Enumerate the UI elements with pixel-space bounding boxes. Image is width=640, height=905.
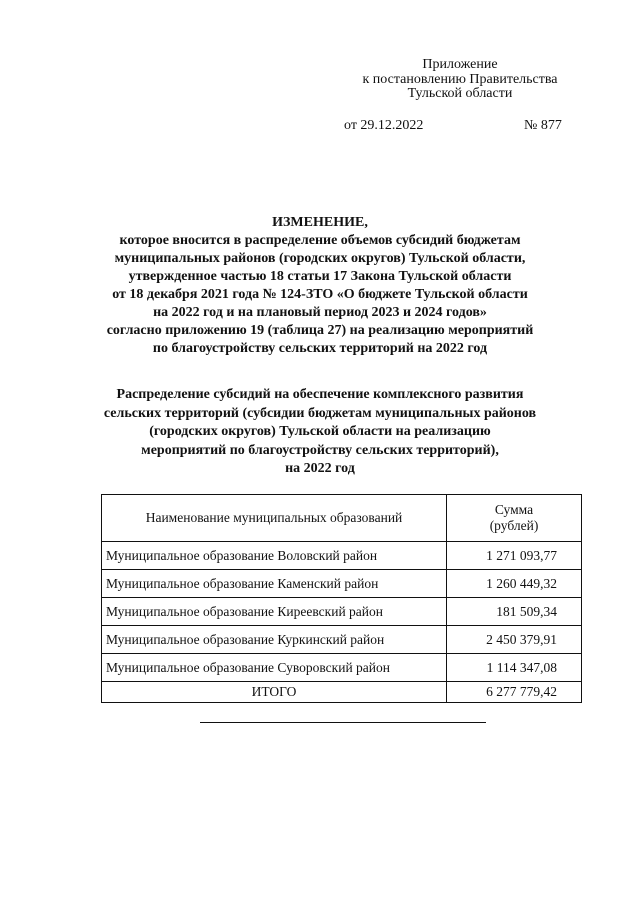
table-row	[102, 626, 582, 654]
table-row	[102, 654, 582, 682]
total-row	[102, 682, 582, 703]
subsidy-amount: 1 114 347,08	[447, 654, 582, 682]
title-line: которое вносится в распределение объемов субсидий бюджетам	[119, 233, 521, 248]
table-caption	[60, 386, 580, 479]
subsidy-amount: 1 260 449,32	[447, 570, 582, 598]
subsidy-table	[101, 494, 582, 703]
title-line: утвержденное частью 18 статьи 17 Закона Тульской области	[128, 269, 512, 284]
municipality-name: Муниципальное образование Киреевский район	[102, 598, 447, 626]
end-divider	[200, 722, 486, 723]
appendix-header	[330, 58, 590, 102]
header-amount-cell	[447, 495, 582, 542]
total-label: ИТОГО	[102, 682, 447, 703]
caption-line: Распределение субсидий на обеспечение комплексного развития	[116, 387, 524, 402]
subsidy-amount: 181 509,34	[447, 598, 582, 626]
document-title	[60, 214, 580, 358]
title-line: на 2022 год и на плановый период 2023 и 2024 годов»	[153, 305, 487, 320]
title-line: по благоустройству сельских территорий на 2022 год	[152, 341, 488, 356]
decree-date: от 29.12.2022	[344, 118, 424, 133]
table-row	[102, 598, 582, 626]
municipality-name: Муниципальное образование Суворовский район	[102, 654, 447, 682]
table-row	[102, 542, 582, 570]
appendix-line: к постановлению Правительства	[362, 71, 558, 87]
municipality-name: Муниципальное образование Каменский район	[102, 570, 447, 598]
title-line: от 18 декабря 2021 года № 124-ЗТО «О бюджете Тульской области	[112, 287, 528, 302]
caption-line: на 2022 год	[285, 461, 355, 476]
appendix-line: Тульской области	[407, 86, 513, 101]
title-line: муниципальных районов (городских округов) Тульской области,	[114, 251, 526, 266]
municipality-name: Муниципальное образование Воловский район	[102, 542, 447, 570]
table-row	[102, 570, 582, 598]
title-line: согласно приложению 19 (таблица 27) на реализацию мероприятий	[106, 323, 534, 338]
caption-line: мероприятий по благоустройству сельских территорий),	[141, 442, 499, 458]
title-line: ИЗМЕНЕНИЕ,	[272, 215, 368, 230]
table-header-row	[102, 495, 582, 542]
caption-line: (городских округов) Тульской области на реализацию	[149, 424, 491, 439]
caption-line: сельских территорий (субсидии бюджетам муниципальных районов	[103, 405, 537, 421]
appendix-line: Приложение	[422, 57, 498, 72]
header-name-cell: Наименование муниципальных образований	[102, 495, 447, 542]
decree-number: № 877	[524, 118, 562, 133]
header-amount-label: Сумма	[494, 502, 534, 517]
subsidy-amount: 2 450 379,91	[447, 626, 582, 654]
subsidy-amount: 1 271 093,77	[447, 542, 582, 570]
municipality-name: Муниципальное образование Куркинский район	[102, 626, 447, 654]
header-amount-unit: (рублей)	[489, 518, 539, 533]
total-amount: 6 277 779,42	[447, 682, 582, 703]
